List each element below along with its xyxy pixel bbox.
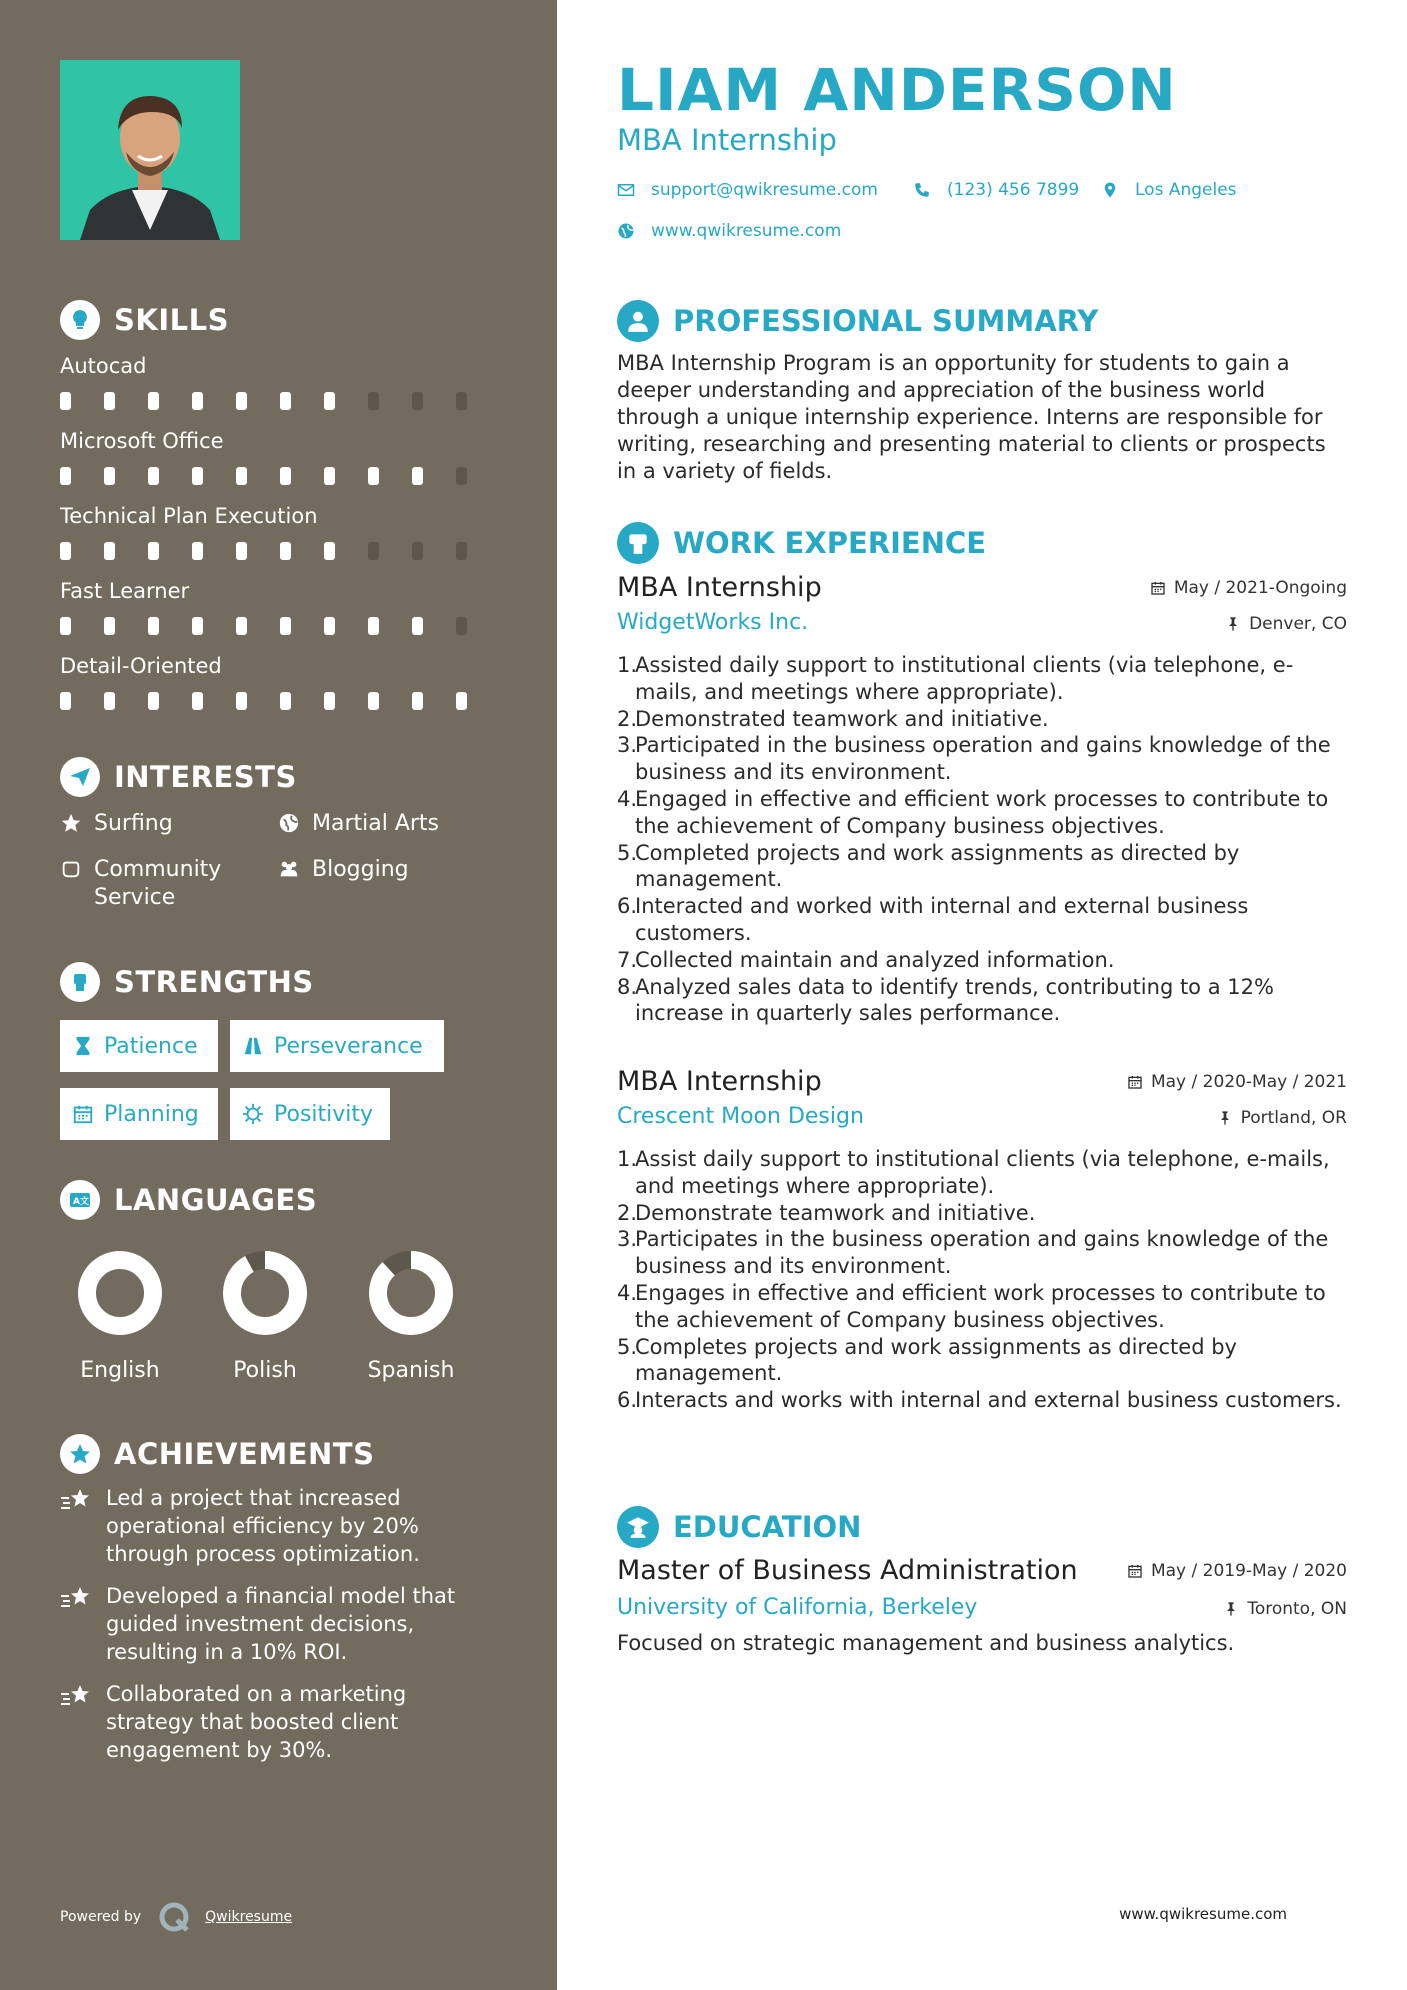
bullet-text: Participates in the business operation and gains knowledge of the business and its environment. (635, 1227, 1329, 1279)
skill-dot-filled (324, 542, 335, 560)
skill-item (60, 502, 500, 560)
interests-heading (60, 757, 297, 797)
contact-phone[interactable] (913, 180, 1079, 200)
user-icon (617, 300, 659, 342)
bullet-number: 2. (617, 706, 638, 731)
bullet-text: Engaged in effective and efficient work processes to contribute to the achievement of Company business objectives. (635, 786, 1329, 838)
contact-location (1101, 180, 1237, 200)
language-ring-fill (378, 1260, 444, 1326)
strength-chip (60, 1020, 218, 1072)
person-portrait-image (60, 60, 240, 240)
podium-icon (617, 522, 659, 564)
job-location-text: Denver, CO (1249, 614, 1347, 634)
powered-by-label: Powered by (60, 1909, 142, 1925)
skill-dot-filled (280, 392, 291, 410)
map-pin-icon (1101, 181, 1119, 199)
job-date-text: May / 2020-May / 2021 (1150, 1072, 1347, 1092)
skill-dot-filled (60, 467, 71, 485)
job-bullet (617, 732, 1347, 786)
skill-dot-filled (324, 467, 335, 485)
shooting-star-icon (60, 1682, 92, 1712)
skill-dot-filled (192, 392, 203, 410)
job-date (1150, 578, 1347, 598)
job-bullets (617, 652, 1347, 1027)
road-icon (242, 1035, 264, 1057)
profile-photo (60, 60, 240, 240)
skill-dot-empty (456, 392, 467, 410)
paper-plane-icon (60, 757, 100, 797)
skill-name: Detail-Oriented (60, 654, 222, 678)
job-bullet (617, 1280, 1347, 1334)
fist-icon (60, 962, 100, 1002)
strengths-title: STRENGTHS (114, 965, 314, 999)
skill-rating (60, 392, 500, 410)
skill-dot-filled (324, 692, 335, 710)
pushpin-icon (1225, 616, 1241, 632)
summary-heading (617, 299, 1098, 343)
education-description: Focused on strategic management and business analytics. (617, 1631, 1235, 1655)
main-content (617, 0, 1347, 1990)
bullet-text: Interacted and worked with internal and external business customers. (635, 894, 1249, 945)
skill-dot-filled (368, 467, 379, 485)
bullet-number: 2. (617, 1200, 638, 1225)
skill-name: Technical Plan Execution (60, 504, 318, 528)
skill-dot-empty (368, 392, 379, 410)
job-bullet (617, 947, 1347, 974)
shooting-star-icon (60, 1486, 92, 1516)
location-text: Los Angeles (1135, 180, 1237, 200)
skill-dot-filled (192, 467, 203, 485)
experience-title: WORK EXPERIENCE (673, 526, 987, 560)
skill-dot-empty (412, 392, 423, 410)
skill-dot-filled (148, 617, 159, 635)
bullet-number: 5. (617, 1334, 638, 1359)
language-icon (60, 1180, 100, 1220)
interest-label: Blogging (312, 857, 409, 882)
skill-dot-filled (148, 392, 159, 410)
bullet-number: 6. (617, 894, 638, 919)
bullet-number: 5. (617, 840, 638, 865)
job-title: MBA Internship (617, 1066, 822, 1097)
education-date (1127, 1561, 1347, 1581)
achievement-text: Developed a financial model that guided investment decisions, resulting in a 10% ROI. (106, 1584, 456, 1664)
bullet-text: Assist daily support to institutional clients (via telephone, e-mails, and meetings where appropriate). (635, 1147, 1330, 1198)
skill-rating (60, 542, 500, 560)
pushpin-icon (1223, 1601, 1239, 1617)
skill-name: Autocad (60, 354, 147, 378)
qwikresume-link[interactable]: Qwikresume (205, 1909, 293, 1925)
school-name: University of California, Berkeley (617, 1595, 978, 1620)
bullet-text: Demonstrate teamwork and initiative. (635, 1200, 1036, 1225)
language-label: English (80, 1358, 160, 1383)
job-date (1127, 1072, 1347, 1092)
skill-dot-empty (456, 542, 467, 560)
hand-icon (60, 858, 82, 880)
candidate-role: MBA Internship (617, 123, 837, 157)
skill-dot-empty (456, 617, 467, 635)
strengths-heading (60, 962, 314, 1002)
skill-dot-filled (236, 392, 247, 410)
skill-dot-filled (104, 692, 115, 710)
skill-dot-filled (456, 692, 467, 710)
job-bullet (617, 706, 1347, 733)
calendar-icon (1127, 1074, 1143, 1090)
skill-name: Microsoft Office (60, 429, 224, 453)
contact-email[interactable] (617, 180, 878, 200)
job-bullet (617, 974, 1347, 1028)
bullet-text: Analyzed sales data to identify trends, contributing to a 12% increase in quarterly sales performance. (635, 974, 1274, 1026)
education-heading (617, 1505, 861, 1549)
skill-item (60, 652, 500, 710)
achievement-text: Led a project that increased operational efficiency by 20% through process optimization. (106, 1486, 420, 1566)
skill-dot-filled (148, 692, 159, 710)
interest-label: Martial Arts (312, 811, 440, 836)
skill-dot-filled (368, 617, 379, 635)
achievement-text: Collaborated on a marketing strategy that boosted client engagement by 30%. (106, 1682, 407, 1762)
powered-by (60, 1900, 292, 1934)
job-bullet (617, 1226, 1347, 1280)
job-bullet (617, 1334, 1347, 1388)
job-bullet (617, 1200, 1347, 1227)
skill-dot-empty (412, 542, 423, 560)
education-location-text: Toronto, ON (1247, 1599, 1347, 1619)
shooting-star-icon (60, 1584, 92, 1614)
experience-heading (617, 521, 986, 565)
star-icon (60, 812, 82, 834)
candidate-name: LIAM ANDERSON (617, 56, 1177, 124)
achievement-item (60, 1680, 500, 1764)
star-badge-icon (60, 1434, 100, 1474)
education-location (1223, 1599, 1347, 1619)
interest-item (60, 810, 173, 838)
interests-title: INTERESTS (114, 760, 297, 794)
skill-item (60, 427, 500, 485)
bullet-text: Completed projects and work assignments as directed by management. (635, 840, 1240, 892)
language-ring-fill (232, 1260, 298, 1326)
strength-chip (230, 1088, 390, 1140)
bullet-number: 1. (617, 1147, 638, 1171)
interest-item (278, 856, 409, 884)
skill-dot-filled (148, 467, 159, 485)
qwikresume-logo-icon (157, 1900, 191, 1934)
job-bullets (617, 1146, 1347, 1414)
bullet-text: Assisted daily support to institutional clients (via telephone, e-mails, and meetings where appropriate). (635, 653, 1294, 704)
strength-label: Planning (104, 1101, 199, 1127)
skill-dot-filled (324, 392, 335, 410)
bullet-text: Interacts and works with internal and external business customers. (635, 1388, 1342, 1413)
interest-label: Surfing (94, 811, 173, 836)
graduate-icon (617, 1506, 659, 1548)
job-location (1225, 614, 1347, 634)
language-item (205, 1250, 325, 1383)
education-title: EDUCATION (673, 1510, 862, 1544)
job-bullet (617, 1387, 1347, 1414)
education-date-text: May / 2019-May / 2020 (1150, 1561, 1347, 1581)
interest-label: Community Service (94, 857, 222, 910)
skill-dot-filled (192, 542, 203, 560)
languages-title: LANGUAGES (114, 1183, 318, 1217)
bullet-text: Participated in the business operation and gains knowledge of the business and its environment. (635, 733, 1331, 785)
skill-dot-filled (368, 692, 379, 710)
skill-item (60, 577, 500, 635)
bullet-text: Engages in effective and efficient work processes to contribute to the achievement of Company business objectives. (635, 1280, 1326, 1332)
languages-heading (60, 1180, 317, 1220)
skill-dot-filled (148, 542, 159, 560)
skill-dot-filled (280, 692, 291, 710)
bullet-text: Collected maintain and analyzed information. (635, 947, 1115, 972)
pushpin-icon (1217, 1110, 1233, 1126)
skill-dot-filled (60, 542, 71, 560)
skill-name: Fast Learner (60, 579, 190, 603)
interest-item (278, 810, 439, 838)
skill-dot-filled (60, 617, 71, 635)
skill-dot-filled (280, 467, 291, 485)
strength-label: Patience (104, 1033, 198, 1059)
language-item (351, 1250, 471, 1383)
job-bullet (617, 652, 1347, 706)
globe-icon (278, 812, 300, 834)
achievement-item (60, 1484, 500, 1568)
bullet-number: 1. (617, 653, 638, 677)
achievements-heading (60, 1434, 374, 1474)
hourglass-icon (72, 1035, 94, 1057)
skill-dot-filled (412, 467, 423, 485)
strength-chip (60, 1088, 218, 1140)
bullet-number: 8. (617, 974, 638, 999)
calendar-icon (1127, 1563, 1143, 1579)
phone-text: (123) 456 7899 (947, 180, 1080, 200)
svg-text:A文: A文 (73, 1197, 89, 1207)
bullet-number: 3. (617, 1227, 638, 1252)
strength-label: Perseverance (274, 1033, 423, 1059)
skill-dot-filled (280, 617, 291, 635)
skill-rating (60, 617, 500, 635)
globe-icon (617, 222, 635, 240)
summary-title: PROFESSIONAL SUMMARY (673, 304, 1099, 338)
job-bullet (617, 893, 1347, 947)
skill-dot-filled (412, 692, 423, 710)
language-ring (368, 1250, 454, 1336)
skill-dot-filled (104, 467, 115, 485)
lightbulb-icon (60, 300, 100, 340)
email-text: support@qwikresume.com (651, 180, 878, 200)
summary-text: MBA Internship Program is an opportunity for students to gain a deeper understanding and appreciation of the business world through a unique internship experience. Interns are responsible for writing, researching and presenting material to clients or prospects in a variety of fields. (617, 351, 1326, 483)
language-label: Polish (233, 1358, 297, 1383)
phone-icon (913, 181, 931, 199)
skill-dot-filled (236, 617, 247, 635)
language-ring (77, 1250, 163, 1336)
strength-label: Positivity (274, 1101, 374, 1127)
bullet-text: Completes projects and work assignments as directed by management. (635, 1334, 1237, 1386)
language-label: Spanish (367, 1358, 455, 1383)
skill-dot-filled (104, 617, 115, 635)
calendar-icon (72, 1103, 94, 1125)
bullet-number: 6. (617, 1388, 638, 1413)
skills-heading (60, 300, 229, 340)
footer-url[interactable]: www.qwikresume.com (1119, 1905, 1287, 1923)
job-date-text: May / 2021-Ongoing (1173, 578, 1347, 598)
sidebar (0, 0, 557, 1990)
skill-rating (60, 467, 500, 485)
language-ring-fill (87, 1260, 153, 1326)
job-company: Crescent Moon Design (617, 1104, 864, 1129)
skill-dot-empty (456, 467, 467, 485)
skill-dot-filled (192, 692, 203, 710)
skill-dot-filled (324, 617, 335, 635)
skill-rating (60, 692, 500, 710)
skill-dot-filled (192, 617, 203, 635)
achievement-item (60, 1582, 500, 1666)
job-bullet (617, 786, 1347, 840)
bullet-number: 3. (617, 733, 638, 758)
job-entry (617, 1066, 1347, 1466)
job-entry (617, 572, 1347, 1042)
skill-dot-filled (412, 617, 423, 635)
job-title: MBA Internship (617, 572, 822, 603)
envelope-icon (617, 181, 635, 199)
strength-chip (230, 1020, 444, 1072)
interest-item (60, 856, 250, 912)
skills-title: SKILLS (114, 303, 229, 337)
job-location-text: Portland, OR (1240, 1108, 1347, 1128)
job-location (1217, 1108, 1347, 1128)
job-bullet (617, 840, 1347, 894)
job-company: WidgetWorks Inc. (617, 610, 809, 635)
contact-website[interactable] (617, 221, 841, 241)
skill-dot-filled (104, 392, 115, 410)
skill-dot-filled (236, 467, 247, 485)
skill-dot-filled (60, 692, 71, 710)
skill-dot-filled (280, 542, 291, 560)
skill-item (60, 352, 500, 410)
job-bullet (617, 1146, 1347, 1200)
sun-icon (242, 1103, 264, 1125)
language-item (60, 1250, 180, 1383)
skill-dot-filled (236, 542, 247, 560)
achievements-title: ACHIEVEMENTS (114, 1437, 375, 1471)
website-text: www.qwikresume.com (651, 221, 842, 241)
skill-dot-filled (104, 542, 115, 560)
language-ring (222, 1250, 308, 1336)
bullet-text: Demonstrated teamwork and initiative. (635, 706, 1049, 731)
skill-dot-filled (60, 392, 71, 410)
skill-dot-filled (236, 692, 247, 710)
bullet-number: 4. (617, 786, 638, 811)
bullet-number: 7. (617, 947, 638, 972)
users-icon (278, 858, 300, 880)
bullet-number: 4. (617, 1280, 638, 1305)
calendar-icon (1150, 580, 1166, 596)
skill-dot-empty (368, 542, 379, 560)
degree-title: Master of Business Administration (617, 1555, 1078, 1586)
